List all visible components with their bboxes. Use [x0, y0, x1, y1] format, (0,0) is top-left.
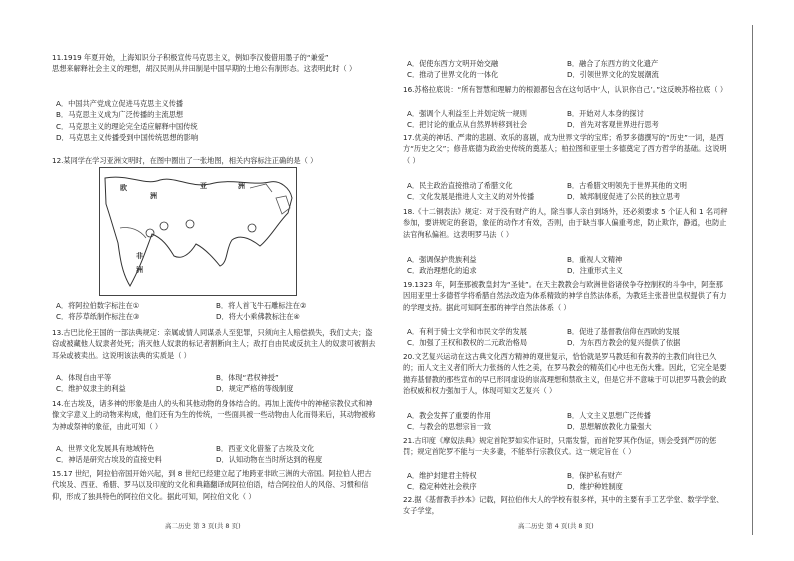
q12-option-b: B．将人首飞牛石雕标注在②	[216, 301, 307, 310]
q15-option-d: D．引领世界文化的发展潮流	[567, 70, 659, 80]
q14-option-d: D．认知动物在当时所达到的程度	[216, 455, 323, 465]
q16-options	[407, 108, 732, 131]
map-label-europe-b: 洲	[150, 192, 157, 200]
q16-option-b: B．开始对人本身的探讨	[567, 109, 644, 118]
q13-stem: 13.古巴比伦王国的一部法典规定：亲属或情人同谋杀人至犯罪，只须向主人赔偿损失，我们丈夫；盗窃或被藏他人奴隶者处死；消灭他人奴隶的标记者割断向主人；敌打自由民或反抗主人的奴隶可被割去耳朵或被卖出。这说明该法典的实质是（ ）	[52, 328, 376, 360]
map-label-asia-a: 亚	[200, 182, 207, 190]
q18-option-a: A．强调保护贵族利益	[407, 255, 477, 264]
q21-option-b: B．保护私有财产	[567, 471, 623, 480]
q17-stem: 17.优美的神话、严肃的悲剧、欢乐的喜剧，成为世界文学的宝库；希罗多德撰写的“历史”一词，是西方“历史之父”；修昔底德为政治史传统的奠基人；柏拉图和亚里士多德奠定了西方哲学的基础。这说明（ ）	[403, 133, 727, 165]
q14-option-c: C．神话是研究古埃及的直接史料	[56, 455, 162, 465]
q17-option-c: C．文化发展是推进人文主义的对外传播	[407, 192, 535, 202]
q15-option-a: A．促使东西方文明开始交融	[407, 59, 499, 68]
q11-option-b: B．马克思主义成为广泛传播的主流思想	[56, 110, 184, 120]
q21-option-a: A．维护封建君主特权	[407, 471, 477, 480]
q14-option-b: B．西亚文化借鉴了古埃及文化	[216, 444, 315, 453]
q20-option-c: C．与教会的思想宗旨一致	[407, 422, 492, 432]
q12-option-c: C．将莎草纸制作标注在③	[56, 312, 140, 322]
q11-option-d: D．马克思主义传播受到中国传统思想的影响	[56, 133, 199, 143]
q18-stem: 18.《十二铜表法》规定：对于没有财产的人，除当事人亲自到场外，还必须要求 5 个证人和 1 名司秤参加，要讲规定的套语，象征的动作才有效，否则，由于缺当事人偏重考虑，防止欺诈，静逍，也防止法官徇私偏袒。这表明罗马法（ ）	[403, 207, 728, 239]
q12-option-a: A．将阿拉伯数字标注在①	[56, 301, 140, 310]
q19-option-a: A．有利于骑士文学和市民文学的发展	[407, 327, 527, 336]
q19-option-d: D．为东西方教会的复兴提供了依据	[567, 338, 681, 348]
q15-options	[407, 58, 732, 81]
q18-option-c: C．政治理想化的追求	[407, 266, 477, 276]
q11-option-a: A．中国共产党成立促进马克思主义传播	[56, 99, 184, 108]
q20-option-d: D．思想解放教化力量强大	[567, 422, 652, 432]
q16-option-a: A．强调个人利益至上并划定统一规则	[407, 109, 527, 118]
q17-option-b: B．古希腊文明领先于世界其他的文明	[567, 181, 687, 190]
q19-option-b: B．促进了基督教信仰在西欧的发展	[567, 327, 680, 336]
map-label-africa-b: 洲	[136, 266, 143, 274]
q19-option-c: C．加强了王权和教权的二元政治格局	[407, 338, 528, 348]
map-label-africa-a: 非	[136, 252, 143, 260]
page-footer-left: 高二历史 第 3 页(共 8 页)	[165, 522, 241, 530]
q15-option-b: B．融合了东西方的文化遗产	[567, 59, 659, 68]
q21-stem: 21.古印度《摩奴法典》规定首陀罗如实作证时，只需发誓，而首陀罗其作伪证，则会受到严厉的惩罚；规定首陀罗不能与一夫多妻，不能举行宗教仪式。这一规定旨在（ ）	[403, 436, 717, 457]
q11-options	[56, 98, 381, 144]
q21-option-d: D．维护种姓制度	[567, 482, 623, 492]
q11-stem: 11.1919 年夏开始，上海知识分子积极宣传马克思主义，例如李汉俊借用墨子的“兼爱” 思想来解释社会主义的理想，胡汉民则从井田制是中国早期的土地公有制形态。这表明此时（ ）	[52, 53, 357, 74]
q12-option-d: D．将大小乘佛教标注在④	[216, 312, 300, 322]
q11-option-c: C．马克思主义的理论完全适应解释中国传统	[56, 121, 198, 131]
q20-option-b: B．人文主义思想广泛传播	[567, 411, 651, 420]
q13-option-a: A．体现自由平等	[56, 373, 112, 382]
q12-options	[56, 300, 381, 323]
q21-option-c: C．稳定种姓社会秩序	[407, 482, 477, 492]
q19-options	[407, 326, 732, 349]
q14-stem: 14.在古埃及，诸多神的形象是由人的头和其他动物的身体结合的。再加上流传中的神秘宗教仪式和神像文字意义上的动物来构成，他们还有为生的传统，一些面具被一些动物由人化而得来后，其动物被称为神或祭神的象征，由此可知（ ）	[52, 399, 376, 431]
q18-option-d: D．注重形式主义	[567, 266, 623, 276]
q21-options	[407, 470, 732, 493]
asia-map	[99, 167, 297, 296]
q17-option-d: D．城邦制度促进了公民的独立思考	[567, 192, 681, 202]
map-label-asia-b: 洲	[238, 182, 245, 190]
q13-option-b: B．体现“君权神授”	[216, 373, 279, 382]
q16-stem: 16.苏格拉底说：“所有智慧和理解力的根源都包含在这句话中‘人，认识你自己’。”这反映苏格拉底（ ）	[403, 85, 728, 94]
q19-stem: 19.1323 年，阿奎那被教皇封为“圣徒”。在天主教教会与欧洲世俗诸侯争夺控制权的斗争中，阿奎那因用亚里士多德哲学将希腊自然法改造为体系精致的神学自然法体系，为教廷主张普世皇权提供了有力的学理支持。据此可知阿奎那的神学自然法体系（ ）	[403, 280, 727, 312]
q14-options	[56, 443, 381, 466]
q13-option-c: C．维护奴隶主的利益	[56, 384, 126, 394]
map-label-europe: 欧	[120, 184, 127, 192]
q22-stem: 22.据《基督教手抄本》记载，阿拉伯伟大人的学校有很多样，其中的主要有手工艺学堂、数学学堂、女子学堂，	[403, 495, 724, 516]
q20-options	[407, 410, 732, 433]
q18-option-b: B．重视人文精神	[567, 255, 623, 264]
q16-option-c: C．把讨论的重点从自然界转移到社会	[407, 120, 528, 130]
q13-option-d: D．规定严格的等级制度	[216, 384, 294, 394]
q12-stem: 12.某同学在学习亚洲文明时，在图中圈出了一张地图，相关内容标注正确的是（ ）	[52, 156, 318, 165]
q15-option-c: C．推动了世界文化的一体化	[407, 70, 499, 80]
q20-stem: 20.文艺复兴运动在这古典文化西方精神的观世复示，恰恰就是罗马教廷和有教养的主教们向往已久的；而人文主义者们所大力张扬的人性之美，在罗马教会的精英们心中也无伤大雅。因此，它完全是要拋弃基督教的那些宣布的早已形同虚设的崇高理想和禁欲主义，但是它并不意味于可以把罗马教会的政治权威和权力强加于人，体现可知文艺复兴（ ）	[403, 352, 727, 396]
q18-options	[407, 254, 732, 277]
q20-option-a: A．教会发挥了重要的作用	[407, 411, 491, 420]
q17-option-a: A．民主政治直接推动了希腊文化	[407, 181, 513, 190]
page-footer-right: 高二历史 第 4 页(共 8 页)	[518, 522, 594, 530]
q14-option-a: A．世界文化发展具有地域特色	[56, 444, 155, 453]
q13-options	[56, 372, 381, 395]
q15-stem: 15.17 世纪，阿拉伯帝国开始兴起，到 8 世纪已经建立起了地跨亚非欧三洲的大帝国。阿拉伯人把古代埃及、西亚、希腊、罗马以及印度的文化和典籍翻译成阿拉伯语，结合阿拉伯人的风俗、习惯和信仰，形成了独具特色的阿拉伯文化。据此可知，阿拉伯文化（ ）	[52, 469, 372, 501]
q17-options	[407, 180, 732, 203]
binding-line	[752, 25, 753, 535]
q16-option-d: D．首先对客观世界进行思考	[567, 120, 659, 130]
